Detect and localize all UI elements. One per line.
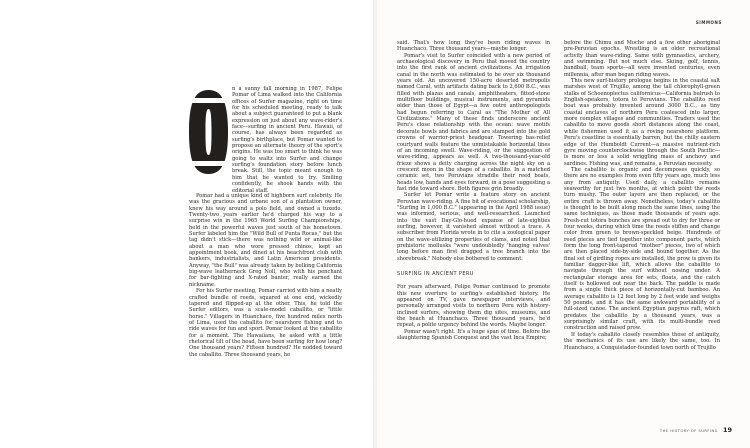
- col1-paragraph-2: Pomar had a unique kind of highborn surf celebrity. He was the gracious and urbane son of a plantation owner, knew his way around a polo field, and owned a tuxedo. Twenty-two years earlier he'd charged his way to a surprise win in the 1965 World Surfing Championships, held in the powerful waves just south of his hometown. Surfer labeled him the "Wild Bull of Punta Rocas," but the tag didn't stick—there was nothing wild or animal-like about a man who wore pressed chinos, kept an appointment book, and dined at his beachfront club with bankers, industrialists, and Latin American presidents. Anyway, "the Bull" was already taken by bulking California big-wave leatherneck Greg Noll, who with his penchant for bar-fighting and X-rated banter, really earned the nickname.: [189, 193, 342, 288]
- column-2: [397, 40, 550, 341]
- running-head: SIMMONS: [695, 20, 722, 25]
- intro-paragraph: n a sunny fall morning in 1987, Felipe Pomar of Lima walked into the California offices of Surfer magazine, right on time for his scheduled meeting, ready to talk about a subject guaranteed to put a blank expression on just about any wave-rider's face—surfing in ancient Peru. Hawaii, of course, has always been regarded as surfing's birthplace, but Pomar wanted to propose an alternate theory of the sport's origins. He was too smart to think he was going to waltz into Surfer and change surfing's foundation story before lunch break. Still, the topic meant enough to him that he wanted to try. Smiling confidently, he shook hands with the editorial staff.: [232, 86, 342, 194]
- page-footer: [660, 426, 732, 434]
- col1-paragraph-3: For his Surfer meeting, Pomar carried with him a neatly crafted bundle of reeds, squared at one end, wickedly tapered and flipped-up at the other. This, he told the Surfer editors, was a scale-model caballito, or "little horse." Villagers in Huanchaco, five hundred miles north of Lima, used the caballito for nearshore fishing and to ride waves for fun and sport. Pomar looked at the caballito for a moment. The Hawaiians, he asked with a little rhetorical tilt of the head, have been surfing for how long? One thousand years? Fifteen hundred? He nodded toward the caballito. Three thousand years, he: [189, 288, 342, 358]
- col2-paragraph-2: Pomar's visit to Surfer coincided with a new period of archaeological discovery in Peru that moved the country into the first rank of ancient civilizations. An irrigation canal in the north was estimated to be over six thousand years old. An uncovered 150-acre deserted metropolis named Caral, with artifacts dating back to 2,600 B.C., was filled with plazas and canals, amphitheaters, fitted-stone multifloor buildings, musical instruments, and pyramids older than those of Egypt—a few outré anthropologists had begun referring to Caral as "The Mother of All Civilizations." Many of these finds underscore ancient Peru's close relationship with the ocean: wave motifs decorate bowls and fabrics and are stamped into the gold crowns of warrior-priest headgear. Towering bas-relief courtyard walls feature the unmistakable horizontal lines of an incoming swell. Wave-riding, or the suggestion of wave-riding, appears as well. A two-thousand-year-old frieze shows a deity charging across the night sky on a crescent moon in the shape of a caballito. In a matched ceramic set, two Peruvians straddle their reed boats, heads low, hands and eyes forward, in a pose suggesting a fast ride toward shore. Both figures grin broadly.: [397, 52, 550, 192]
- book-gutter: [373, 0, 377, 448]
- col3-paragraph-1: before the Chimu and Moche and a few other aboriginal pre-Peruvian epochs. Wrestling is an older recreational activity than wave-riding. Same with gymnastics, archery, and swimming. But not much else. Skiing, golf, tennis, handball, team sports—all were invented centuries, even millennia, after man began riding waves.: [564, 40, 720, 78]
- page-number: 19: [722, 426, 732, 434]
- col3-paragraph-2: This new surf-history prologue begins in the coastal salt marshes west of Trujillo, among the tall chlorophyll-green stalks of Schoenoplectus californicus—California bulrush to English-speakers, totora to Peruvians. The caballito reed boat was probably invented around 3000 B.C., as tiny coastal enclaves of northern Peru coalesced into larger, more complex villages and communities. Traders used the caballito to move goods short distances along the coast, while fishermen used it as a roving nearshore platform. Peru's coastline is essentially barren, but the chilly eastern edge of the Humboldt Current—a massive nutrient-rich gyre moving counterclockwise through the South Pacific—is more or less a solid wriggling mass of anchovy and sardines. Fishing was, and remains, a Peruvian necessity.: [564, 78, 720, 167]
- dropcap-o-graphic: [189, 90, 228, 174]
- footer-title: THE HISTORY OF SURFING: [659, 429, 718, 433]
- col2-paragraph-5: Pomar wasn't right. It's a huge span of time. Before the slaughtering Spanish Conquest and the vast Inca Empire;: [397, 328, 550, 342]
- section-heading: SURFING IN ANCIENT PERU: [397, 271, 474, 278]
- col2-paragraph-1: said. That's how long they've been riding waves in Huanchaco. Three thousand years—maybe longer.: [397, 40, 550, 53]
- column-1: [189, 193, 342, 358]
- col3-paragraph-4: If today's caballito closely resembles those of antiquity, the mechanics of its use are likely the same, too. In Huanchaco, a Conquistador-founded town north of Trujillo: [564, 331, 720, 351]
- col2-paragraph-4: For years afterward, Felipe Pomar continued to promote this new overture to surfing's established history. He appeared on TV, gave newspaper interviews, and personally arranged visits to northern Peru with history-inclined surfers, showing them dig sites, museums, and the beach at Huanchaco. Three thousand years, he'd repeat, a polite urgency behind the words. Maybe longer.: [397, 284, 550, 329]
- dropcap-letter: [189, 90, 228, 174]
- col2-paragraph-3: Surfer let Pomar write a feature story on ancient Peruvian wave-riding. A fine bit of evocational scholarship, "Surfing in 1,000 B.C." (appearing in the April 1988 issue) was informed, serious, and well-researched. Launched into the vast Day-Glo-hued expanse of late-eighties surfing, however, it vanished almost without a trace. A subscriber from Florida wrote in to cite a zoological paper on the wave-utilizing properties of clams, and noted that prehistoric mollusks "were undoubtedly 'hanging valves' long before man first dragged a tree branch into the shorebreak." Nobody else bothered to comment.: [397, 192, 550, 262]
- column-3: [564, 40, 720, 351]
- col3-paragraph-3: The caballito is organic and decomposes quickly, so there are no examples from even fifty years ago, much less any from antiquity. Used daily, a caballito remains seaworthy for just two months, at which point the reeds turn mushy. The outer layers are then replaced, or the entire craft is thrown away. Nonetheless, today's caballito is thought to be built along much the same lines, using the same techniques, as those made thousands of years ago. Fresh-cut totora bunches are spread out to dry for three or four weeks, during which time the reeds stiffen and change color from green to brown-speckled beige. Hundreds of reed pieces are tied together into component parts, which form the long front-tapered "mother" pieces, two of which are then placed side-by-side and bound together. As the final set of girdling ropes are installed, the prow is given its familiar dagger-like lift, which allows the caballito to navigate through the surf without nosing under. A rectangular storage area for sets, floats, and the catch itself is hollowed out near the back. The paddle is made from a single thick piece of horizontally-cut bamboo. An average caballito is 12 feet long by 2 feet wide and weighs 50 pounds, and it has the same awkward portability of a full-sized canoe. The ancient Egyptian papyrus raft, which predates the caballito by a thousand years, was a surprisingly similar craft, with its multi-bundle reed construction and raised prow.: [564, 166, 720, 332]
